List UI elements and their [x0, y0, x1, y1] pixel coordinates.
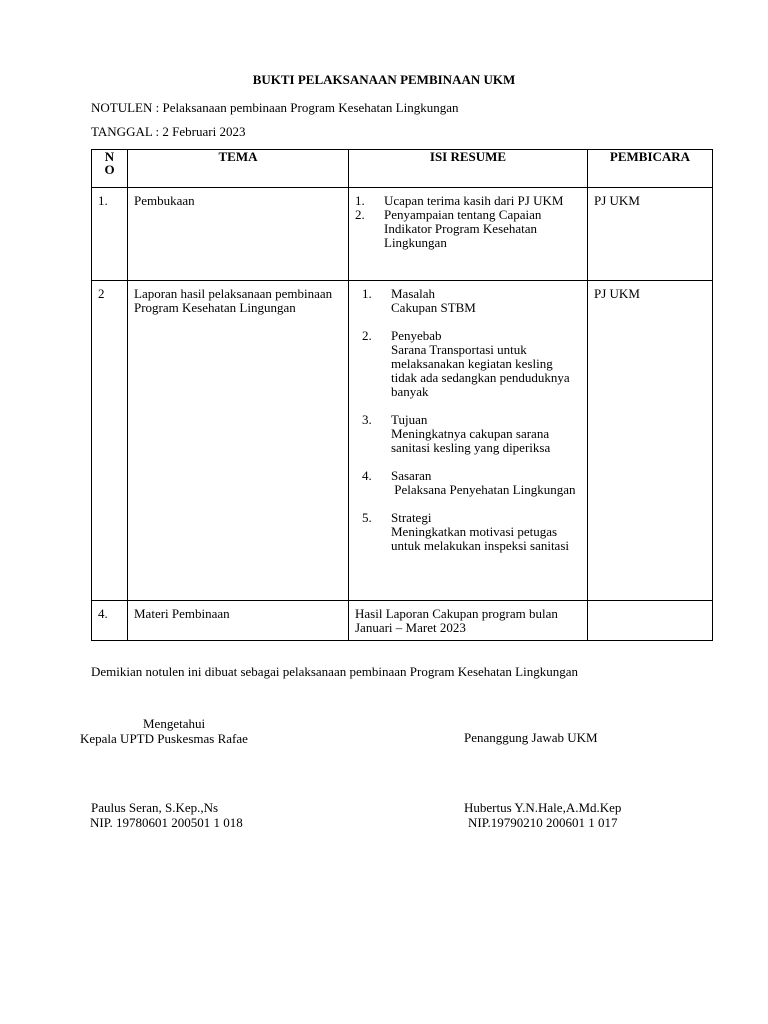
- header-no: [92, 150, 128, 188]
- isi-item-text: Meningkatnya cakupan sarana sanitasi kesling yang diperiksa: [391, 426, 551, 455]
- isi-item-heading: Sasaran: [391, 468, 432, 483]
- isi-item-text: Penyampaian tentang Capaian Indikator Program Kesehatan Lingkungan: [384, 207, 542, 250]
- isi-item-heading: Strategi: [391, 510, 432, 525]
- isi-item-text: Pelaksana Penyehatan Lingkungan: [391, 482, 576, 497]
- isi-item-heading: Tujuan: [391, 412, 428, 427]
- row-pembicara: PJ UKM: [594, 286, 640, 301]
- document-title: BUKTI PELAKSANAAN PEMBINAAN UKM: [252, 72, 516, 87]
- header-no-o: O: [104, 162, 115, 177]
- list-item: 3. Tujuan Meningkatnya cakupan sarana sanitasi kesling yang diperiksa: [362, 413, 581, 455]
- table-row: [92, 601, 713, 641]
- table-row: [92, 281, 713, 601]
- notulen-line: NOTULEN : Pelaksanaan pembinaan Program Kesehatan Lingkungan: [91, 100, 459, 115]
- left-signer-role: Kepala UPTD Puskesmas Rafae: [80, 731, 248, 746]
- isi-item-text: Cakupan STBM: [391, 300, 476, 315]
- right-signer-nip: NIP.19790210 200601 1 017: [468, 815, 618, 830]
- row-no: 1.: [98, 193, 108, 208]
- header-isi-resume: ISI RESUME: [349, 150, 588, 188]
- list-item: 2. Penyebab Sarana Transportasi untuk melaksanakan kegiatan kesling tidak ada sedangkan penduduknya banyak: [362, 329, 581, 399]
- table-header-row: [92, 150, 713, 188]
- list-item: 4. Sasaran Pelaksana Penyehatan Lingkungan: [362, 469, 581, 497]
- header-pembicara: PEMBICARA: [588, 150, 713, 188]
- closing-statement: Demikian notulen ini dibuat sebagai pelaksanaan pembinaan Program Kesehatan Lingkungan: [91, 664, 578, 679]
- isi-item-text: Meningkatkan motivasi petugas untuk melakukan inspeksi sanitasi: [391, 524, 570, 553]
- isi-list: [355, 194, 581, 250]
- list-item: 1. Ucapan terima kasih dari PJ UKM: [355, 193, 564, 208]
- row-no: 4.: [98, 606, 108, 621]
- isi-list: [362, 287, 581, 553]
- row-no: 2: [98, 286, 105, 301]
- isi-item-text: Sarana Transportasi untuk melaksanakan kegiatan kesling tidak ada sedangkan penduduknya banyak: [391, 342, 570, 399]
- isi-item-text: Ucapan terima kasih dari PJ UKM: [384, 193, 564, 208]
- right-signer-role: Penanggung Jawab UKM: [464, 730, 598, 745]
- row-tema: Pembukaan: [134, 193, 195, 208]
- list-item: 2. Penyampaian tentang Capaian Indikator Program Kesehatan Lingkungan: [355, 207, 542, 250]
- right-signer-name: Hubertus Y.N.Hale,A.Md.Kep: [464, 800, 622, 815]
- row-pembicara: [588, 601, 712, 607]
- list-item: 1. Masalah Cakupan STBM: [362, 287, 581, 315]
- row-pembicara: PJ UKM: [594, 193, 640, 208]
- isi-item-heading: Penyebab: [391, 328, 442, 343]
- list-item: 5. Strategi Meningkatkan motivasi petugas untuk melakukan inspeksi sanitasi: [362, 511, 581, 553]
- mengetahui-label: Mengetahui: [143, 716, 206, 731]
- row-isi-text: Hasil Laporan Cakupan program bulan Januari – Maret 2023: [355, 606, 558, 635]
- left-signer-nip: NIP. 19780601 200501 1 018: [90, 815, 243, 830]
- row-tema: Materi Pembinaan: [134, 606, 230, 621]
- isi-item-heading: Masalah: [391, 286, 436, 301]
- header-tema: TEMA: [128, 150, 349, 188]
- header-no-n: N: [104, 149, 115, 164]
- tanggal-line: TANGGAL : 2 Februari 2023: [91, 124, 246, 139]
- row-tema: Laporan hasil pelaksanaan pembinaan Program Kesehatan Lingungan: [134, 286, 333, 315]
- left-signer-name: Paulus Seran, S.Kep.,Ns: [91, 800, 219, 815]
- table-row: [92, 188, 713, 281]
- resume-table: [91, 149, 713, 641]
